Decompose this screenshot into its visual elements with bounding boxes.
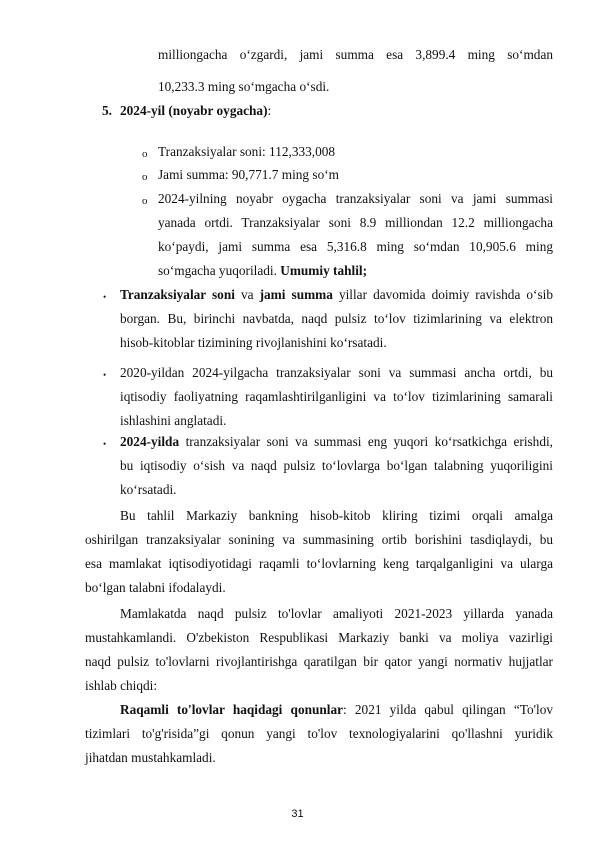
- circle-bullet-icon: o: [142, 195, 148, 207]
- text-line: mustahkamlandi. O'zbekiston Respublikasi Markaziy banki va moliya vazirligi: [85, 630, 553, 645]
- list-item: Jami summa: 90,771.7 ming so‘m: [158, 167, 339, 182]
- text-line: hisob-kitoblar tizimining rivojlanishini ko‘rsatadi.: [120, 335, 387, 350]
- list-item: Tranzaksiyalar soni va jami summa yillar davomida doimiy ravishda o‘sib: [120, 287, 553, 302]
- paragraph-line: Mamlakatda naqd pulsiz to'lovlar amaliyoti 2021-2023 yillarda yanada: [120, 606, 553, 621]
- square-bullet-icon: •: [103, 370, 107, 380]
- text-line: ishlashini anglatadi.: [120, 413, 227, 428]
- square-bullet-icon: •: [103, 439, 107, 449]
- text-line: borgan. Bu, birinchi navbatda, naqd pulsiz to‘lov tizimlarining va elektron: [120, 311, 553, 326]
- text-line: bo‘lgan talabni ifodalaydi.: [85, 580, 226, 595]
- page-number: 31: [291, 808, 304, 820]
- list-item: 2020-yildan 2024-yilgacha tranzaksiyalar soni va summasi ancha ortdi, bu: [120, 365, 553, 380]
- paragraph-line: Raqamli to'lovlar haqidagi qonunlar: 2021 yilda qabul qilingan “To'lov: [120, 702, 553, 717]
- circle-bullet-icon: o: [142, 171, 148, 183]
- list-item: 2024-yilning noyabr oygacha tranzaksiyalar soni va jami summasi: [158, 191, 553, 206]
- text-line: naqd pulsiz to'lovlarni rivojlantirishga qaratilgan bir qator yangi normativ hujjatlar: [85, 654, 553, 669]
- list-number: 5.: [102, 103, 112, 118]
- text-line: ishlab chiqdi:: [85, 678, 158, 693]
- text-line: so‘mgacha yuqoriladi. Umumiy tahlil;: [158, 263, 368, 278]
- text-line: milliongacha o‘zgardi, jami summa esa 3,899.4 ming so‘mdan: [158, 47, 553, 62]
- list-item: Tranzaksiyalar soni: 112,333,008: [158, 144, 336, 159]
- paragraph-line: Bu tahlil Markaziy bankning hisob-kitob kliring tizimi orqali amalga: [120, 508, 553, 523]
- section-heading: 2024-yil (noyabr oygacha):: [120, 103, 272, 118]
- text-line: tizimlari to'g'risida”gi qonun yangi to'lov texnologiyalarini qo'llashni yuridik: [85, 726, 553, 741]
- text-line: jihatdan mustahkamladi.: [85, 750, 216, 765]
- circle-bullet-icon: o: [142, 148, 148, 160]
- text-line: bu iqtisodiy o‘sish va naqd pulsiz to‘lovlarga bo‘lgan talabning yuqoriligini: [120, 458, 553, 473]
- list-item: 2024-yilda tranzaksiyalar soni va summasi eng yuqori ko‘rsatkichga erishdi,: [120, 434, 553, 449]
- text-line: esa mamlakat iqtisodiyotidagi raqamli to‘lovlarning keng tarqalganligini va ularga: [85, 556, 553, 571]
- text-line: oshirilgan tranzaksiyalar sonining va summasining ortib borishini tasdiqlaydi, bu: [85, 532, 553, 547]
- text-line: ko‘rsatadi.: [120, 482, 177, 497]
- text-line: 10,233.3 ming so‘mgacha o‘sdi.: [158, 79, 330, 94]
- square-bullet-icon: •: [103, 292, 107, 302]
- text-line: yanada ortdi. Tranzaksiyalar soni 8.9 milliondan 12.2 milliongacha: [158, 215, 553, 230]
- text-line: ko‘paydi, jami summa esa 5,316.8 ming so‘mdan 10,905.6 ming: [158, 239, 553, 254]
- text-line: iqtisodiy faoliyatning raqamlashtirilganligini va to‘lov tizimlarining samarali: [120, 389, 553, 404]
